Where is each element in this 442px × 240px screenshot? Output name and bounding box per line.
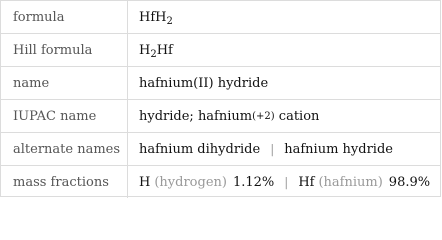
row-label-name: name	[13, 75, 50, 91]
formula-value	[139, 1, 173, 34]
hill-formula-subscript: 2	[150, 48, 157, 60]
hill-formula-value	[139, 34, 173, 66]
row-label-formula: formula	[13, 10, 65, 25]
column-divider	[127, 100, 128, 132]
alternate-names-value	[139, 133, 393, 165]
mass-fraction-h-symbol: H	[139, 174, 151, 190]
iupac-charge: (+2)	[252, 110, 275, 122]
column-divider	[127, 1, 128, 34]
iupac-name-value	[139, 100, 319, 132]
mass-fractions-separator: |	[284, 175, 289, 189]
table-row-hill-formula	[1, 33, 440, 66]
table-row-formula	[1, 1, 440, 34]
row-label-iupac-name: IUPAC name	[13, 108, 97, 124]
mass-fractions-value	[139, 166, 430, 198]
iupac-name-part-a: hydride; hafnium	[139, 108, 253, 124]
mass-fraction-hf-percent: 98.9%	[388, 174, 431, 190]
row-label-mass-fractions: mass fractions	[13, 174, 109, 190]
mass-fraction-hf-name: (hafnium)	[318, 174, 383, 190]
iupac-name-part-c: cation	[274, 108, 320, 124]
column-divider	[127, 67, 128, 99]
column-divider	[127, 34, 128, 66]
formula-subscript: 2	[166, 16, 173, 27]
alternate-names-separator: |	[270, 142, 275, 156]
hill-formula-h: H	[139, 42, 151, 58]
table-row-iupac-name	[1, 99, 440, 132]
mass-fraction-hf-symbol: Hf	[298, 174, 315, 190]
mass-fraction-h-percent: 1.12%	[232, 174, 275, 190]
column-divider	[127, 166, 128, 198]
hill-formula-hf: Hf	[156, 42, 173, 58]
table-row-mass-fractions	[1, 165, 440, 198]
name-value: hafnium(II) hydride	[139, 75, 269, 91]
row-label-alternate-names: alternate names	[13, 141, 121, 157]
alternate-name-1: hafnium dihydride	[139, 141, 261, 157]
column-divider	[127, 133, 128, 165]
mass-fraction-h-name: (hydrogen)	[154, 174, 227, 190]
table-row-alternate-names	[1, 132, 440, 165]
row-label-hill-formula: Hill formula	[13, 42, 93, 58]
table-row-name	[1, 66, 440, 99]
alternate-name-2: hafnium hydride	[284, 141, 393, 157]
formula-main: HfH	[139, 10, 167, 25]
